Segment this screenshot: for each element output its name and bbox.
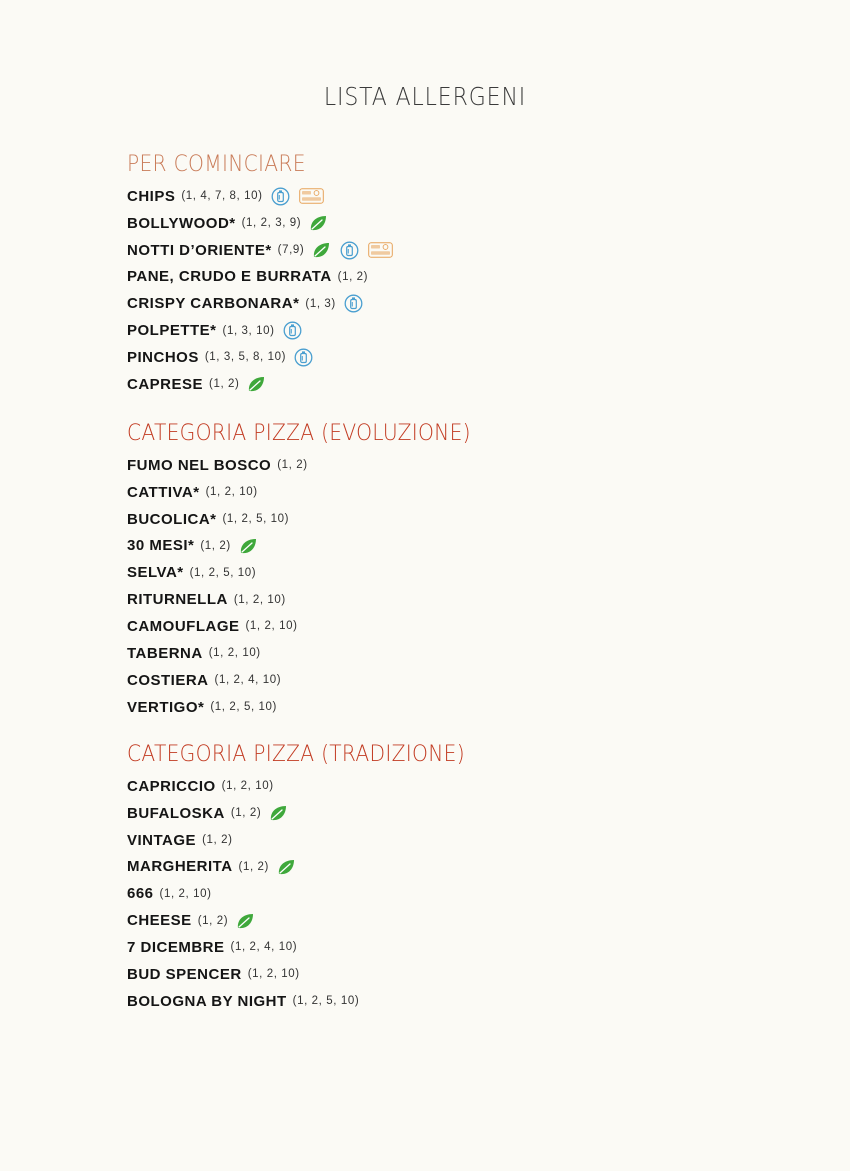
item-name: RITURNELLA — [127, 591, 228, 609]
allergen-codes: (1, 2, 10) — [205, 486, 258, 499]
item-name: VINTAGE — [127, 831, 197, 849]
menu-item — [127, 640, 501, 667]
allergen-codes: (1, 3, 10) — [222, 324, 275, 337]
item-name: 30 MESI* — [127, 537, 195, 555]
bottle-icon — [283, 321, 302, 340]
menu-item — [127, 880, 494, 907]
leaf-icon — [309, 214, 328, 232]
leaf-icon — [277, 858, 296, 876]
item-name: CHIPS — [127, 187, 176, 205]
menu-item — [127, 452, 501, 479]
item-icons — [271, 187, 324, 206]
item-name: BUCOLICA* — [127, 510, 217, 528]
bottle-icon — [294, 348, 313, 367]
allergen-codes: (1, 2, 10) — [221, 780, 274, 793]
menu-item — [127, 854, 494, 881]
item-name: CHEESE — [127, 912, 192, 930]
allergen-codes: (1, 3) — [305, 297, 336, 310]
menu-item — [127, 533, 501, 560]
menu-item — [127, 773, 494, 800]
allergen-codes: (1, 4, 7, 8, 10) — [181, 190, 263, 203]
menu-item — [127, 559, 501, 586]
menu-item — [127, 800, 494, 827]
item-icons — [239, 537, 258, 555]
item-name: CRISPY CARBONARA* — [127, 295, 300, 313]
allergen-codes: (1, 2) — [238, 860, 269, 873]
item-name: BUFALOSKA — [127, 804, 225, 822]
item-name: PINCHOS — [127, 348, 199, 366]
section-pizza-tradizione — [127, 742, 494, 1015]
leaf-icon — [312, 241, 331, 259]
leaf-icon — [269, 804, 288, 822]
item-name: COSTIERA — [127, 671, 209, 689]
item-icons — [247, 375, 266, 393]
menu-item — [127, 694, 501, 721]
allergen-codes: (7,9) — [277, 244, 305, 257]
allergen-codes: (1, 2, 10) — [245, 620, 298, 633]
item-icons — [344, 294, 363, 313]
item-name: MARGHERITA — [127, 858, 233, 876]
bottle-icon — [344, 294, 363, 313]
item-icons — [312, 241, 393, 260]
item-name: 666 — [127, 885, 154, 903]
item-name: SELVA* — [127, 564, 184, 582]
allergen-codes: (1, 2, 10) — [233, 593, 286, 606]
allergen-codes: (1, 2, 4, 10) — [214, 674, 282, 687]
menu-item — [127, 961, 494, 988]
allergen-codes: (1, 2, 4, 10) — [230, 941, 298, 954]
item-icons — [309, 214, 328, 232]
item-name: FUMO NEL BOSCO — [127, 456, 272, 474]
menu-item — [127, 667, 501, 694]
menu-item — [127, 613, 501, 640]
leaf-icon — [239, 537, 258, 555]
page-title: LISTA ALLERGENI — [323, 82, 527, 111]
menu-item — [127, 988, 494, 1015]
allergen-codes: (1, 2, 5, 10) — [210, 701, 277, 714]
menu-item — [127, 183, 393, 210]
allergen-codes: (1, 2, 3, 9) — [241, 217, 302, 230]
item-icons — [277, 858, 296, 876]
menu-item — [127, 344, 393, 371]
menu-item — [127, 237, 393, 264]
item-list — [127, 452, 501, 720]
bottle-icon — [340, 241, 359, 260]
item-name: PANE, CRUDO E BURRATA — [127, 268, 332, 286]
allergen-codes: (1, 2) — [209, 378, 240, 391]
item-name: POLPETTE* — [127, 322, 217, 340]
item-name: CAMOUFLAGE — [127, 617, 240, 635]
item-icons — [294, 348, 313, 367]
menu-item — [127, 827, 494, 854]
section-title: PER COMINCIARE — [127, 152, 306, 177]
menu-item — [127, 907, 494, 934]
bottle-icon — [271, 187, 290, 206]
menu-item — [127, 264, 393, 291]
menu-item — [127, 290, 393, 317]
allergen-codes: (1, 3, 5, 8, 10) — [204, 351, 287, 364]
menu-item — [127, 506, 501, 533]
menu-item — [127, 317, 393, 344]
menu-item — [127, 934, 494, 961]
item-list — [127, 183, 393, 398]
item-name: BOLOGNA BY NIGHT — [127, 992, 287, 1010]
menu-item — [127, 371, 393, 398]
menu-item — [127, 479, 501, 506]
item-name: BOLLYWOOD* — [127, 214, 236, 232]
item-name: NOTTI D’ORIENTE* — [127, 241, 272, 259]
item-list — [127, 773, 494, 1015]
item-name: 7 DICEMBRE — [127, 938, 225, 956]
item-name: CAPRICCIO — [127, 777, 216, 795]
item-name: CAPRESE — [127, 375, 204, 393]
item-icons — [283, 321, 302, 340]
allergen-codes: (1, 2) — [277, 459, 308, 472]
allergen-codes: (1, 2, 5, 10) — [292, 995, 360, 1008]
leaf-icon — [236, 912, 255, 930]
item-name: CATTIVA* — [127, 483, 200, 501]
item-icons — [269, 804, 288, 822]
allergen-codes: (1, 2) — [200, 539, 231, 552]
allergen-codes: (1, 2) — [230, 807, 262, 820]
item-name: TABERNA — [127, 644, 203, 662]
low-gluten-icon — [299, 188, 324, 204]
menu-item — [127, 210, 393, 237]
section-per-cominciare — [127, 152, 393, 398]
item-name: BUD SPENCER — [127, 965, 242, 983]
allergen-codes: (1, 2, 10) — [159, 887, 212, 900]
allergen-codes: (1, 2, 10) — [247, 968, 300, 981]
leaf-icon — [247, 375, 266, 393]
item-name: VERTIGO* — [127, 698, 205, 716]
allergen-codes: (1, 2) — [202, 834, 233, 847]
menu-item — [127, 586, 501, 613]
allergen-codes: (1, 2, 5, 10) — [189, 566, 257, 579]
section-pizza-evoluzione — [127, 421, 501, 720]
low-gluten-icon — [368, 242, 393, 258]
item-icons — [236, 912, 255, 930]
section-title: CATEGORIA PIZZA (EVOLUZIONE) — [127, 421, 471, 446]
allergen-codes: (1, 2, 10) — [208, 647, 261, 660]
section-title: CATEGORIA PIZZA (TRADIZIONE) — [127, 742, 465, 767]
allergen-codes: (1, 2) — [197, 914, 229, 927]
allergen-codes: (1, 2) — [337, 270, 369, 283]
allergen-codes: (1, 2, 5, 10) — [222, 513, 290, 526]
